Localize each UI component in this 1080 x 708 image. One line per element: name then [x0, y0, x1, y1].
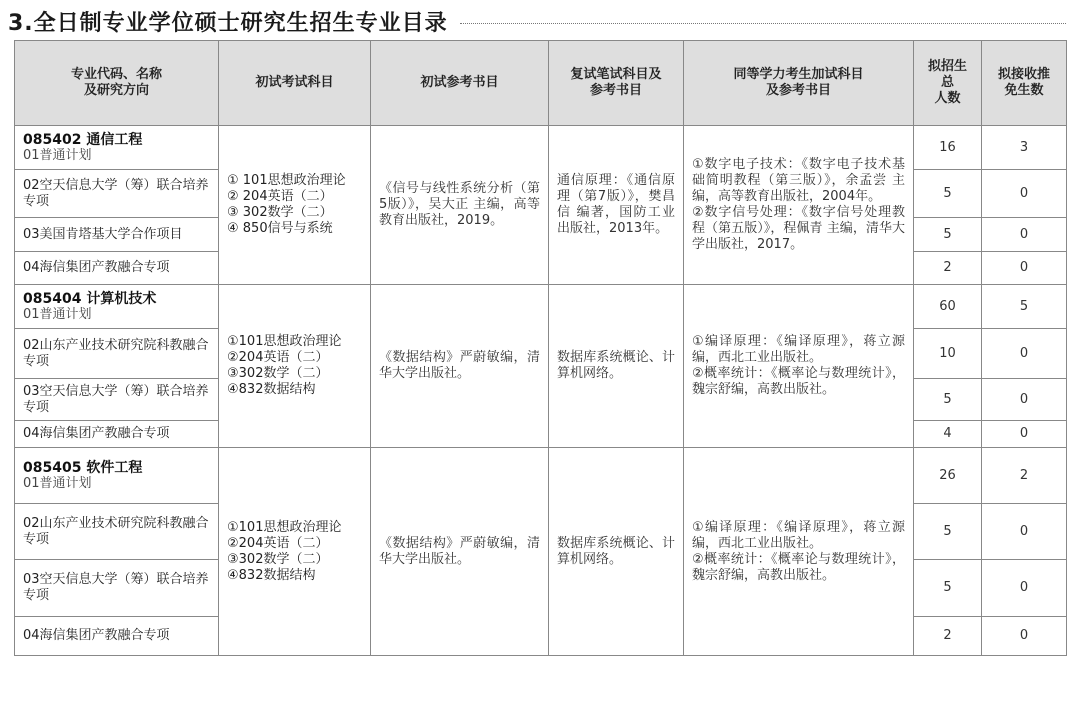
header-initial-books: 初试参考书目 [371, 41, 549, 126]
exempt-count: 0 [982, 329, 1067, 379]
header-row [15, 41, 1067, 126]
total-count: 2 [914, 617, 982, 656]
direction-cell [15, 126, 219, 170]
initial-exam-subjects: ①101思想政治理论 ②204英语（二） ③302数学（二） ④832数据结构 [219, 448, 371, 656]
exempt-count: 3 [982, 126, 1067, 170]
total-count: 5 [914, 379, 982, 421]
exempt-count: 0 [982, 170, 1067, 218]
extra-exam-subjects: ①编译原理：《编译原理》，蒋立源编，西北工业出版社。 ②概率统计：《概率论与数理统计》，魏宗舒编，高教出版社。 [684, 448, 914, 656]
exempt-count: 0 [982, 379, 1067, 421]
header-initial-exam: 初试考试科目 [219, 41, 371, 126]
initial-ref-books: 《数据结构》严蔚敏编，清华大学出版社。 [371, 448, 549, 656]
retest-subjects: 数据库系统概论、计算机网络。 [549, 448, 684, 656]
initial-ref-books: 《数据结构》严蔚敏编，清华大学出版社。 [371, 285, 549, 448]
total-count: 10 [914, 329, 982, 379]
direction-name: 04海信集团产教融合专项 [15, 421, 219, 448]
header-exempt: 拟接收推 免生数 [982, 41, 1067, 126]
header-total: 拟招生总 人数 [914, 41, 982, 126]
extra-exam-subjects: ①编译原理：《编译原理》，蒋立源编，西北工业出版社。 ②概率统计：《概率论与数理统计》，魏宗舒编，高教出版社。 [684, 285, 914, 448]
direction-name: 03空天信息大学（筹）联合培养专项 [15, 560, 219, 617]
total-count: 26 [914, 448, 982, 504]
direction-name: 04海信集团产教融合专项 [15, 617, 219, 656]
total-count: 16 [914, 126, 982, 170]
direction-name: 02空天信息大学（筹）联合培养专项 [15, 170, 219, 218]
table-row [15, 285, 1067, 329]
exempt-count: 0 [982, 617, 1067, 656]
program-code-name: 085402 通信工程 [23, 131, 143, 148]
direction-name: 02山东产业技术研究院科教融合专项 [15, 504, 219, 560]
exempt-count: 0 [982, 560, 1067, 617]
table-row [15, 448, 1067, 504]
title-row [0, 0, 1080, 40]
program-catalog-table [14, 40, 1067, 656]
program-code-name: 085405 软件工程 [23, 459, 143, 476]
total-count: 5 [914, 560, 982, 617]
table-row [15, 126, 1067, 170]
initial-ref-books: 《信号与线性系统分析（第5版）》，吴大正 主编，高等教育出版社，2019。 [371, 126, 549, 285]
direction-name: 04海信集团产教融合专项 [15, 252, 219, 285]
direction-cell [15, 285, 219, 329]
direction-name: 01普通计划 [23, 475, 92, 491]
initial-exam-subjects: ① 101思想政治理论 ② 204英语（二） ③ 302数学（二） ④ 850信号与系统 [219, 126, 371, 285]
direction-name: 02山东产业技术研究院科教融合专项 [15, 329, 219, 379]
extra-exam-subjects: ①数字电子技术：《数字电子技术基础简明教程（第三版）》，余孟尝 主编，高等教育出版社，2004年。 ②数字信号处理：《数字信号处理教程（第五版）》，程佩青 主编，清华大学出版社，2017。 [684, 126, 914, 285]
direction-name: 03空天信息大学（筹）联合培养专项 [15, 379, 219, 421]
exempt-count: 2 [982, 448, 1067, 504]
exempt-count: 0 [982, 218, 1067, 252]
total-count: 5 [914, 504, 982, 560]
program-code-name: 085404 计算机技术 [23, 290, 157, 307]
header-retest: 复试笔试科目及 参考书目 [549, 41, 684, 126]
page-title: 3.全日制专业学位硕士研究生招生专业目录 [8, 6, 456, 37]
exempt-count: 0 [982, 421, 1067, 448]
exempt-count: 5 [982, 285, 1067, 329]
total-count: 4 [914, 421, 982, 448]
direction-cell [15, 448, 219, 504]
title-dotted-rule [460, 23, 1066, 24]
total-count: 5 [914, 170, 982, 218]
total-count: 5 [914, 218, 982, 252]
direction-name: 01普通计划 [23, 147, 92, 163]
exempt-count: 0 [982, 504, 1067, 560]
header-extra-exam: 同等学力考生加试科目 及参考书目 [684, 41, 914, 126]
header-program: 专业代码、名称 及研究方向 [15, 41, 219, 126]
direction-name: 03美国肯塔基大学合作项目 [15, 218, 219, 252]
exempt-count: 0 [982, 252, 1067, 285]
retest-subjects: 通信原理：《通信原理（第7版）》，樊昌信 编著，国防工业出版社，2013年。 [549, 126, 684, 285]
total-count: 2 [914, 252, 982, 285]
total-count: 60 [914, 285, 982, 329]
retest-subjects: 数据库系统概论、计算机网络。 [549, 285, 684, 448]
direction-name: 01普通计划 [23, 306, 92, 322]
initial-exam-subjects: ①101思想政治理论 ②204英语（二） ③302数学（二） ④832数据结构 [219, 285, 371, 448]
